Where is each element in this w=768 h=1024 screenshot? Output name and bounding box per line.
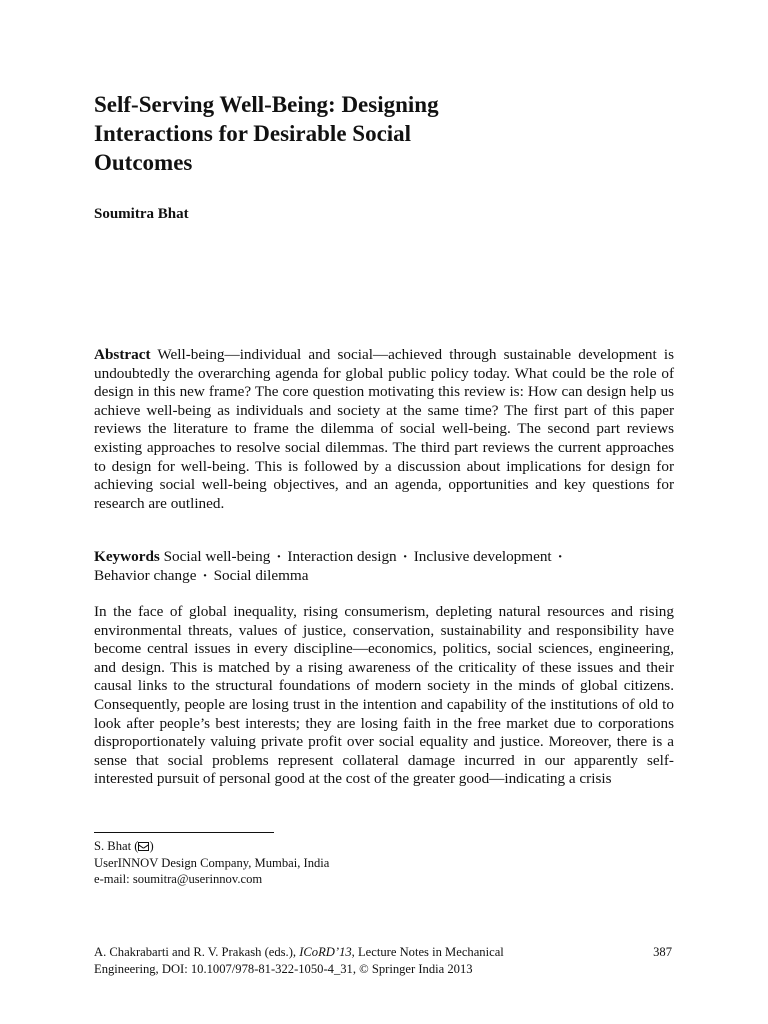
footnote-email: e-mail: soumitra@userinnov.com xyxy=(94,872,263,887)
footnote-author-line: S. Bhat ( ) xyxy=(94,839,154,853)
abstract-label: Abstract xyxy=(94,346,151,363)
title-line-2: Interactions for Desirable Social xyxy=(94,121,412,146)
keywords xyxy=(94,548,674,585)
envelope-icon xyxy=(138,842,149,851)
citation-footer xyxy=(94,944,614,977)
abstract-text: Well-being—individual and social—achieved through sustainable development is undoubtedly the overarching agenda for global public policy today. What could be the role of design in this new frame? The core question motivating this review is: How can design help us achieve well-being as individuals and society at the same time? The first part of this paper reviews the literature to frame the dilemma of social well-being. The second part reviews existing approaches to resolve social dilemmas. The third part reviews the current approaches to design for well-being. This is followed by a discussion about implications for design for achieving social well-being objectives, and an agenda, opportunities and key questions for research are outlined. xyxy=(94,346,674,512)
keyword-separator: · xyxy=(276,548,282,565)
keyword-4: Behavior change xyxy=(94,566,197,584)
keyword-3: Inclusive development xyxy=(413,548,552,565)
body-paragraph: In the face of global inequality, rising consumerism, depleting natural resources and rising environmental threats, values of justice, conservation, sustainability and responsibility have become central issues in every discipline—economics, politics, social sciences, engineering, and design. This is matched by a rising awareness of the criticality of these issues and their causal links to the structural foundations of modern society in the minds of global citizens. Consequently, people are losing trust in the intention and capability of the institutions of old to look after people’s best interests; they are losing faith in the free market due to corporations disproportionately valuing private profit over social equality and justice. Moreover, there is a sense that social problems represent collateral damage incurred in our apparently self-interested pursuit of personal good at the cost of the greater good—indicating a crisis xyxy=(94,603,674,788)
title-line-3: Outcomes xyxy=(94,150,193,175)
keyword-2: Interaction design xyxy=(287,548,397,565)
page-number: 387 xyxy=(653,945,672,959)
keyword-separator: · xyxy=(202,566,208,584)
keyword-1: Social well-being xyxy=(163,548,271,565)
keyword-separator: · xyxy=(557,548,563,565)
footnote-author: S. Bhat xyxy=(94,839,132,853)
abstract xyxy=(94,346,674,513)
citation-editors: A. Chakrabarti and R. V. Prakash (eds.), xyxy=(94,945,300,959)
citation-line-2: Engineering, DOI: 10.1007/978-81-322-1050-4_31, © Springer India 2013 xyxy=(94,961,473,976)
footnote-affiliation: UserINNOV Design Company, Mumbai, India xyxy=(94,855,330,870)
keyword-5: Social dilemma xyxy=(213,566,309,584)
author-name: Soumitra Bhat xyxy=(94,206,189,222)
title-line-1: Self-Serving Well-Being: Designing xyxy=(94,92,439,117)
citation-line-1 xyxy=(94,944,614,961)
author-footnote xyxy=(94,838,494,888)
paper-title xyxy=(94,90,594,177)
citation-series: ICoRD’13 xyxy=(299,945,352,959)
keyword-separator: · xyxy=(402,548,408,565)
keywords-label: Keywords xyxy=(94,548,160,565)
footnote-divider xyxy=(94,832,274,833)
citation-rest: , Lecture Notes in Mechanical xyxy=(351,945,504,959)
paper-page xyxy=(94,0,674,1024)
